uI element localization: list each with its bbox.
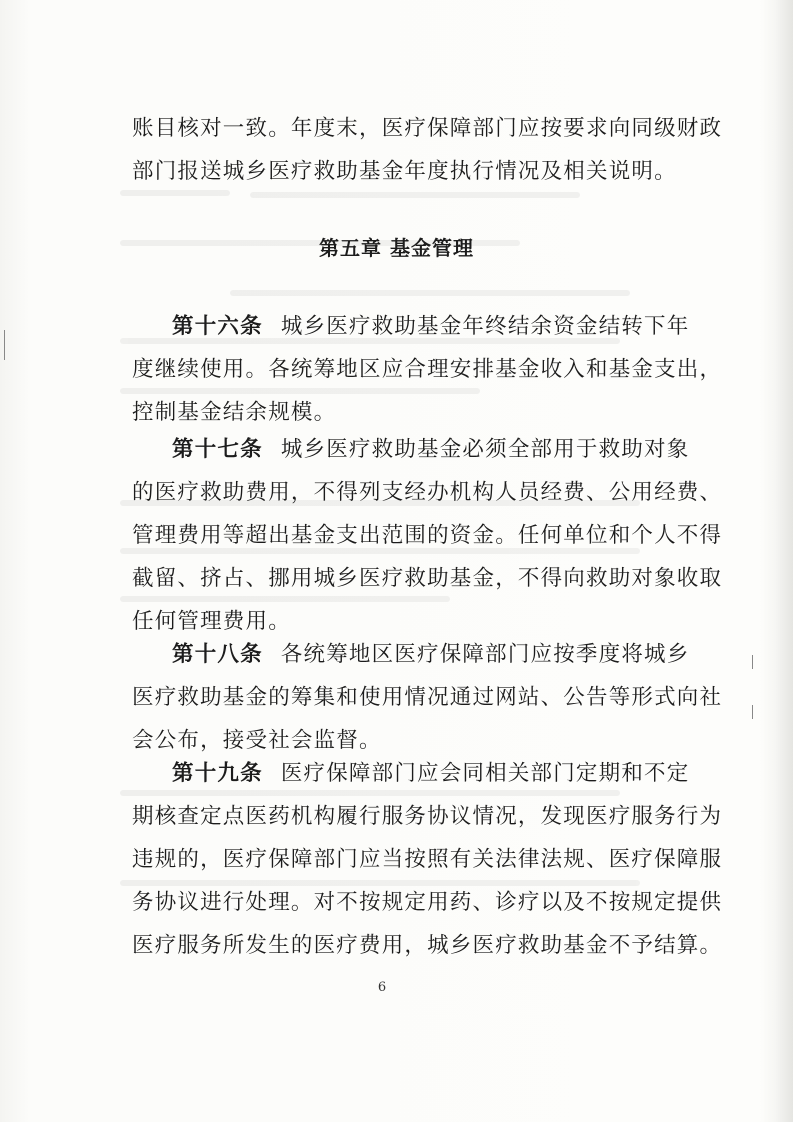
- text-line: 城乡医疗救助基金必须全部用于救助对象: [280, 437, 690, 462]
- text-line: 医疗保障部门应会同相关部门定期和不定: [280, 761, 690, 786]
- article-title: 第十六条: [172, 314, 263, 339]
- text-line: 医疗救助基金的筹集和使用情况通过网站、公告等形式向社: [132, 685, 723, 710]
- text-line: 管理费用等超出基金支出范围的资金。任何单位和个人不得: [132, 523, 723, 548]
- page-number: 6: [377, 980, 387, 995]
- text-line: 违规的，医疗保障部门应当按照有关法律法规、医疗保障服: [132, 847, 723, 872]
- article-19: [132, 752, 723, 967]
- text-line: 会公布，接受社会监督。: [132, 728, 382, 753]
- article-title: 第十九条: [172, 761, 263, 786]
- article-16: [132, 305, 723, 434]
- article-title: 第十七条: [172, 437, 263, 462]
- text-line: 各统筹地区医疗保障部门应按季度将城乡: [280, 642, 690, 667]
- text-line: 账目核对一致。年度末，医疗保障部门应按要求向同级财政: [132, 116, 723, 141]
- intro-paragraph: [132, 107, 723, 193]
- article-title: 第十八条: [172, 642, 263, 667]
- scan-edge-mark: [752, 705, 753, 719]
- text-line: 的医疗救助费用，不得列支经办机构人员经费、公用经费、: [132, 480, 723, 505]
- scan-edge-mark: [4, 330, 5, 360]
- scan-edge-mark: [752, 655, 753, 669]
- text-line: 务协议进行处理。对不按规定用药、诊疗以及不按规定提供: [132, 890, 723, 915]
- text-line: 截留、挤占、挪用城乡医疗救助基金，不得向救助对象收取: [132, 566, 723, 591]
- text-line: 度继续使用。各统筹地区应合理安排基金收入和基金支出，: [132, 357, 723, 382]
- text-line: 期核查定点医药机构履行服务协议情况，发现医疗服务行为: [132, 804, 723, 829]
- text-line: 任何管理费用。: [132, 609, 291, 634]
- text-line: 控制基金结余规模。: [132, 400, 337, 425]
- text-line: 部门报送城乡医疗救助基金年度执行情况及相关说明。: [132, 159, 677, 184]
- chapter-heading: 第五章 基金管理: [319, 236, 474, 260]
- page-edge-shadow: [775, 0, 793, 1122]
- article-18: [132, 633, 723, 762]
- article-17: [132, 428, 723, 643]
- text-line: 医疗服务所发生的医疗费用，城乡医疗救助基金不予结算。: [132, 933, 723, 958]
- text-line: 城乡医疗救助基金年终结余资金结转下年: [280, 314, 690, 339]
